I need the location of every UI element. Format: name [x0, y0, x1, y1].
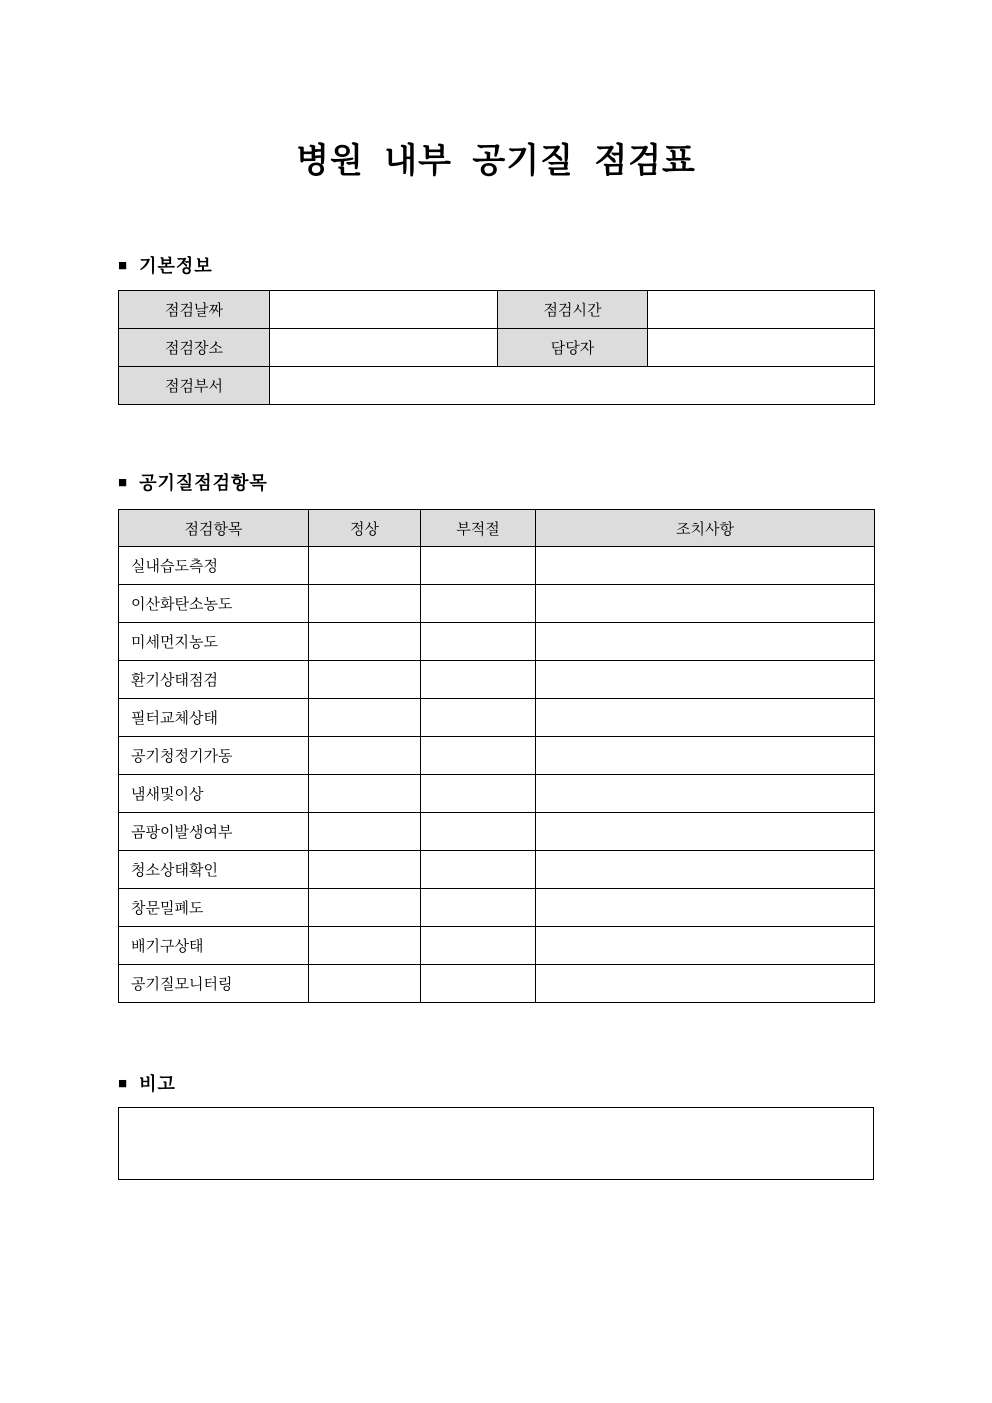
check-item-label: 청소상태확인 — [119, 851, 309, 889]
field-value-inspection-date[interactable] — [270, 291, 498, 329]
normal-check-cell[interactable] — [309, 547, 421, 585]
improper-check-cell[interactable] — [421, 699, 536, 737]
section-heading-basic-info — [118, 252, 213, 278]
field-label-inspection-place: 점검장소 — [119, 329, 270, 367]
section-heading-label: 기본정보 — [139, 256, 213, 276]
action-cell[interactable] — [536, 851, 875, 889]
air-quality-table — [118, 509, 875, 1003]
normal-check-cell[interactable] — [309, 851, 421, 889]
table-header-row — [119, 510, 875, 547]
check-item-label: 공기질모니터링 — [119, 965, 309, 1003]
field-label-inspection-time: 점검시간 — [498, 291, 648, 329]
normal-check-cell[interactable] — [309, 623, 421, 661]
normal-check-cell[interactable] — [309, 699, 421, 737]
action-cell[interactable] — [536, 585, 875, 623]
action-cell[interactable] — [536, 775, 875, 813]
field-label-inspection-department: 점검부서 — [119, 367, 270, 405]
normal-check-cell[interactable] — [309, 737, 421, 775]
table-row — [119, 329, 875, 367]
improper-check-cell[interactable] — [421, 585, 536, 623]
normal-check-cell[interactable] — [309, 661, 421, 699]
check-item-label: 이산화탄소농도 — [119, 585, 309, 623]
table-row — [119, 585, 875, 623]
section-heading-notes — [118, 1070, 176, 1096]
check-item-label: 실내습도측정 — [119, 547, 309, 585]
field-value-inspection-place[interactable] — [270, 329, 498, 367]
action-cell[interactable] — [536, 661, 875, 699]
improper-check-cell[interactable] — [421, 889, 536, 927]
action-cell[interactable] — [536, 927, 875, 965]
improper-check-cell[interactable] — [421, 737, 536, 775]
normal-check-cell[interactable] — [309, 585, 421, 623]
normal-check-cell[interactable] — [309, 775, 421, 813]
section-bullet-icon: ■ — [118, 473, 129, 491]
check-item-label: 냄새및이상 — [119, 775, 309, 813]
check-item-label: 환기상태점검 — [119, 661, 309, 699]
section-heading-label: 공기질점검항목 — [139, 473, 268, 493]
action-cell[interactable] — [536, 965, 875, 1003]
field-label-person-in-charge: 담당자 — [498, 329, 648, 367]
action-cell[interactable] — [536, 699, 875, 737]
improper-check-cell[interactable] — [421, 661, 536, 699]
check-item-label: 필터교체상태 — [119, 699, 309, 737]
table-row — [119, 851, 875, 889]
normal-check-cell[interactable] — [309, 889, 421, 927]
column-header-action: 조치사항 — [536, 510, 875, 547]
action-cell[interactable] — [536, 623, 875, 661]
column-header-normal: 정상 — [309, 510, 421, 547]
improper-check-cell[interactable] — [421, 851, 536, 889]
table-row — [119, 775, 875, 813]
table-row — [119, 889, 875, 927]
action-cell[interactable] — [536, 813, 875, 851]
table-row — [119, 965, 875, 1003]
normal-check-cell[interactable] — [309, 813, 421, 851]
action-cell[interactable] — [536, 889, 875, 927]
check-item-label: 배기구상태 — [119, 927, 309, 965]
table-row — [119, 813, 875, 851]
improper-check-cell[interactable] — [421, 547, 536, 585]
table-row — [119, 291, 875, 329]
field-value-inspection-department[interactable] — [270, 367, 875, 405]
column-header-item: 점검항목 — [119, 510, 309, 547]
section-heading-air-quality — [118, 469, 268, 495]
section-bullet-icon: ■ — [118, 1074, 129, 1092]
check-item-label: 공기청정기가동 — [119, 737, 309, 775]
check-item-label: 곰팡이발생여부 — [119, 813, 309, 851]
check-item-label: 미세먼지농도 — [119, 623, 309, 661]
section-heading-label: 비고 — [139, 1074, 176, 1094]
table-row — [119, 623, 875, 661]
table-row — [119, 927, 875, 965]
field-label-inspection-date: 점검날짜 — [119, 291, 270, 329]
check-item-label: 창문밀폐도 — [119, 889, 309, 927]
improper-check-cell[interactable] — [421, 813, 536, 851]
improper-check-cell[interactable] — [421, 623, 536, 661]
field-value-person-in-charge[interactable] — [648, 329, 875, 367]
field-value-inspection-time[interactable] — [648, 291, 875, 329]
action-cell[interactable] — [536, 547, 875, 585]
improper-check-cell[interactable] — [421, 965, 536, 1003]
normal-check-cell[interactable] — [309, 927, 421, 965]
table-row — [119, 547, 875, 585]
table-row — [119, 367, 875, 405]
section-bullet-icon: ■ — [118, 256, 129, 274]
normal-check-cell[interactable] — [309, 965, 421, 1003]
action-cell[interactable] — [536, 737, 875, 775]
basic-info-table — [118, 290, 875, 405]
notes-box[interactable] — [118, 1107, 874, 1180]
table-row — [119, 661, 875, 699]
table-row — [119, 737, 875, 775]
column-header-improper: 부적절 — [421, 510, 536, 547]
page-title: 병원 내부 공기질 점검표 — [296, 142, 696, 180]
table-row — [119, 699, 875, 737]
improper-check-cell[interactable] — [421, 927, 536, 965]
improper-check-cell[interactable] — [421, 775, 536, 813]
